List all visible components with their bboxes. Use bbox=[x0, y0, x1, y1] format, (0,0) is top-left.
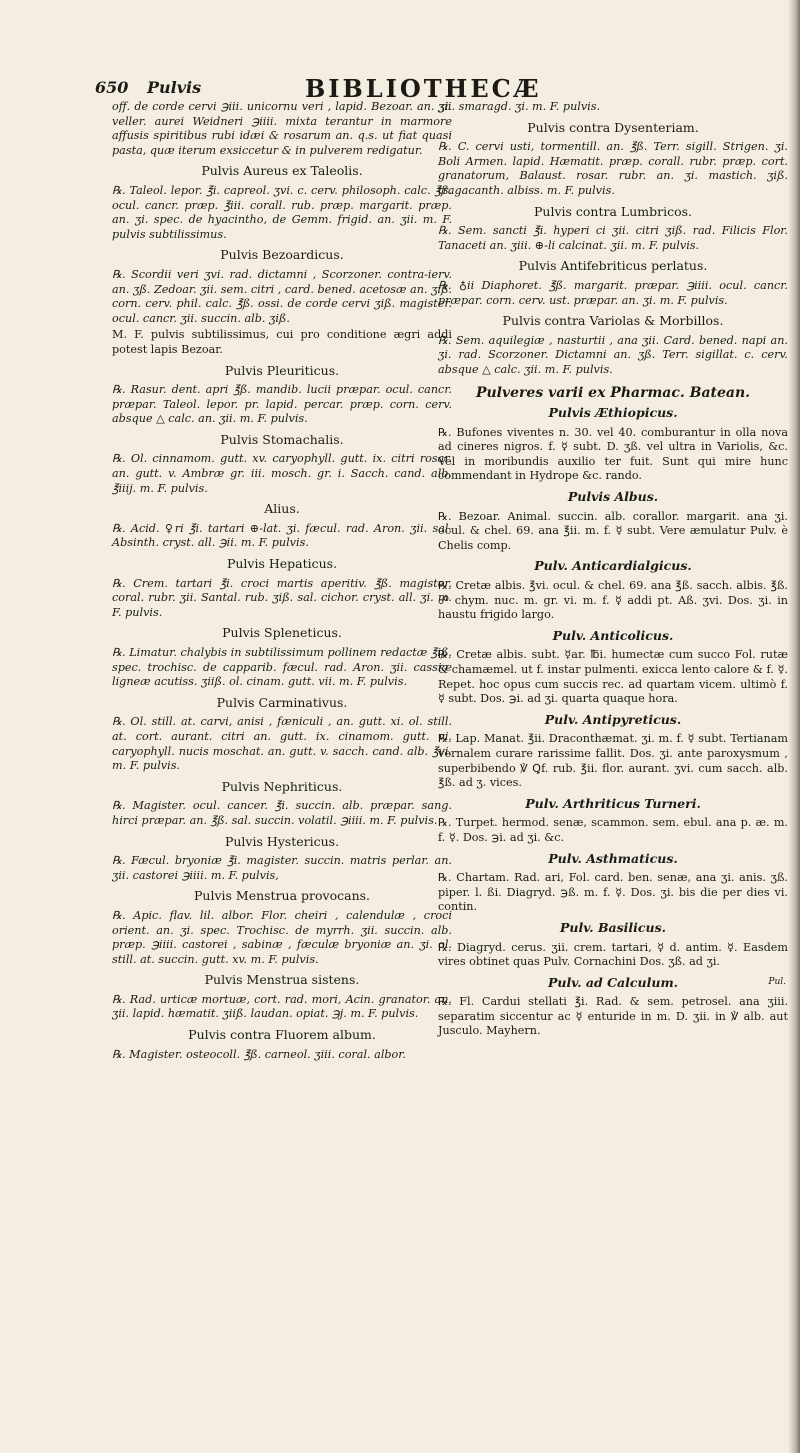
recipe-heading: Pulvis Antifebriticus perlatus. bbox=[518, 258, 708, 274]
recipe-heading: Pulvis contra Dysenteriam. bbox=[527, 119, 699, 135]
recipe-text: ℞. ♁ii Diaphoret. ℥ß. margarit. præpar. ℈iiii. ocul. cancr. præpar. corn. cerv. ust. præpar. an. ʒi. m. F. pulvis. bbox=[438, 278, 788, 307]
recipe-text: off. de corde cervi ℈iii. unicornu veri , lapid. Bezoar. an. ʒi. veller. aurei Weidneri ℈iiii. mixta terantur in marmore affusis spiritibus rubi idæi & rosarum an. q.s. ut fiat quasi pasta, quæ iterum exsiccetur & in pulverem redigatur. bbox=[112, 100, 452, 157]
recipe-text: ℞. Scordii veri ʒvi. rad. dictamni , Scorzoner. contra-ierv. an. ʒß. Zedoar. ʒii. sem. citri , card. bened. acetosæ an. ʒiß. corn. cerv. phil. calc. ℥ß. ossi. de corde cervi ʒiß. magister. ocul. cancr. ʒii. succin. alb. ʒiß. bbox=[112, 267, 452, 325]
recipe-heading: Pulv. Anticolicus. bbox=[552, 627, 674, 643]
recipe-heading: Pulvis Stomachalis. bbox=[220, 431, 344, 447]
recipe-heading: Pulvis Pleuriticus. bbox=[224, 362, 340, 378]
recipe-heading: Pulvis Hepaticus. bbox=[226, 556, 338, 572]
recipe-text: ℞. Rasur. dent. apri ℥ß. mandib. lucii præpar. ocul. cancr. præpar. Taleol. lepor. pr. lapid. percar. præp. corn. cerv. absque △ calc. an. ʒii. m. F. pulvis. bbox=[112, 383, 452, 426]
recipe-text: ℞. Taleol. lepor. ℥i. capreol. ʒvi. c. cerv. philosoph. calc. ℥ß. ocul. cancr. præp. ℥iii. corall. rub. præp. margarit. præp. an. ʒi. spec. de hyacintho, de Gemm. frigid. an. ʒii. m. F. pulvis subtilissimus. bbox=[112, 183, 452, 241]
recipe-text: ℞. Chartam. Rad. ari, Fol. card. ben. senæ, ana ʒi. anis. ʒß. piper. l. ßi. Diagryd. ℈ß. m. f. ☿. Dos. ʒi. bis die per dies vi. contin. bbox=[438, 871, 788, 914]
recipe-text: ℞. Apic. flav. lil. albor. Flor. cheiri , calendulæ , croci orient. an. ʒi. spec. Trochisc. de myrrh. ʒii. succin. alb. præp. ℈iiii. castorei , sabinæ , fæculæ bryoniæ an. ʒi. ol. still. at. succin. gutt. xv. m. F. pulvis. bbox=[112, 908, 452, 966]
recipe-text: ℞. Cretæ albis. ℥vi. ocul. & chel. 69. ana ℥ß. sacch. albis. ℥ß. ☍ chym. nuc. m. gr. vi. m. f. ☿ addi pt. Aß. ʒvi. Dos. ʒi. in haustu frigido largo. bbox=[438, 579, 788, 622]
recipe-text: ℞. Fl. Cardui stellati ℥i. Rad. & sem. petrosel. ana ʒiii. separatim siccentur ac ☿ enturide in m. D. ʒii. in ℣ alb. aut Jusculo. Mayhern. bbox=[438, 995, 788, 1038]
recipe-heading: Pulv. Anticardialgicus. bbox=[534, 558, 692, 574]
recipe-text: ʒii. smaragd. ʒi. m. F. pulvis. bbox=[438, 100, 601, 113]
left-column bbox=[112, 100, 452, 1064]
recipe-heading: Pulv. Basilicus. bbox=[560, 919, 666, 935]
section-title: BIBLIOTHECÆ bbox=[305, 74, 542, 103]
recipe-text: M. F. pulvis subtilissimus, cui pro conditione ægri addi potest lapis Bezoar. bbox=[112, 328, 452, 356]
recipe-heading: Alius. bbox=[264, 501, 300, 517]
recipe-text: ℞. Bufones viventes n. 30. vel 40. comburantur in olla nova ad cineres nigros. f. ☿ subt. D. ʒß. vel ultra in Variolis, &c. Vel in moribundis auxilio ter fuit. Sunt qui mire hunc commendant in Hydrope &c. rando. bbox=[438, 425, 788, 483]
recipe-heading: Pulvis Hystericus. bbox=[224, 833, 340, 849]
recipe-heading: Pulv. Asthmaticus. bbox=[548, 850, 678, 866]
recipe-text: ℞. Diagryd. cerus. ʒii. crem. tartari, ☿ d. antim. ☿. Easdem vires obtinet quas Pulv. Cornachini Dos. ʒß. ad ʒi. bbox=[438, 940, 788, 969]
catchword: Pul. bbox=[768, 977, 786, 987]
recipe-heading: Pulvis Albus. bbox=[567, 489, 659, 505]
recipe-text: ℞. Turpet. hermod. senæ, scammon. sem. ebul. ana p. æ. m. f. ☿. Dos. ℈i. ad ʒi. &c. bbox=[438, 816, 788, 844]
recipe-text: ℞. Sem. sancti ℥i. hyperi ci ʒii. citri ʒiß. rad. Filicis Flor. Tanaceti an. ʒiii. ⊕-li calcinat. ʒii. m. F. pulvis. bbox=[438, 224, 788, 252]
recipe-text: ℞. Ol. cinnamom. gutt. xv. caryophyll. gutt. ix. citri rosar. an. gutt. v. Ambræ gr. iii. mosch. gr. i. Sacch. cand. alb. ℥iiij. m. F. pulvis. bbox=[112, 452, 452, 495]
recipe-text: ℞. Magister. ocul. cancer. ℥i. succin. alb. præpar. sang. hirci præpar. an. ℥ß. sal. succin. volatil. ℈iiii. m. F. pulvis. bbox=[112, 799, 452, 827]
recipe-text: ℞. Crem. tartari ℥i. croci martis aperitiv. ℥ß. magister. coral. rubr. ʒii. Santal. rub. ʒiß. sal. cichor. cryst. all. ʒi. m. F. pulvis. bbox=[112, 576, 452, 619]
recipe-heading: Pulvis Aureus ex Taleolis. bbox=[201, 163, 363, 179]
page-gutter-shadow bbox=[788, 0, 800, 1453]
recipe-heading: Pulvis contra Fluorem album. bbox=[188, 1027, 376, 1043]
recipe-heading: Pulv. Antipyreticus. bbox=[544, 711, 682, 727]
recipe-heading: Pulv. ad Calculum. bbox=[547, 974, 679, 990]
recipe-text: ℞. Bezoar. Animal. succin. alb. corallor. margarit. ana ʒi. ocul. & chel. 69. ana ℥ii. m. f. ☿ subt. Vere æmulatur Pulv. è Chelis comp. bbox=[438, 509, 788, 552]
right-column bbox=[438, 100, 788, 1041]
running-head: Pulvis bbox=[147, 78, 202, 97]
recipe-heading: Pulvis contra Variolas & Morbillos. bbox=[502, 313, 724, 329]
recipe-text: ℞. Magister. osteocoll. ℥ß. carneol. ʒiii. coral. albor. bbox=[112, 1047, 406, 1061]
recipe-heading: Pulvis contra Lumbricos. bbox=[533, 203, 692, 219]
recipe-text: ℞. Limatur. chalybis in subtilissimum pollinem redactæ ℥iß. spec. trochisc. de capparib. fæcul. rad. Aron. ʒii. cassiæ ligneæ acutiss. ʒiiß. ol. cinam. gutt. vii. m. F. pulvis. bbox=[112, 646, 452, 689]
recipe-heading: Pulvis Spleneticus. bbox=[222, 625, 342, 641]
recipe-heading: Pulvis Nephriticus. bbox=[221, 778, 343, 794]
recipe-text: ℞. Sem. aquilegiæ , nasturtii , ana ʒii. Card. bened. napi an. ʒi. rad. Scorzoner. Dictamni an. ʒß. Terr. sigillat. c. cerv. absque △ calc. ʒii. m. F. pulvis. bbox=[438, 333, 788, 376]
recipe-text: ℞. Rad. urticæ mortuæ, cort. rad. mori, Acin. granator. an. ʒii. lapid. hæmatit. ʒiiß. laudan. opiat. ℈j. m. F. pulvis. bbox=[112, 992, 452, 1021]
page-number: 650 bbox=[95, 78, 129, 97]
recipe-heading: Pulvis Carminativus. bbox=[216, 694, 348, 710]
recipe-text: ℞. Fæcul. bryoniæ ℥i. magister. succin. matris perlar. an. ʒii. castorei ℈iiii. m. F. pulvis, bbox=[112, 854, 452, 882]
recipe-heading: Pulvis Menstrua provocans. bbox=[193, 888, 371, 904]
recipe-heading: Pulvis Bezoardicus. bbox=[220, 247, 344, 263]
recipe-text: ℞. C. cervi usti, tormentill. an. ℥ß. Terr. sigill. Strigen. ʒi. Boli Armen. lapid. Hæmatit. præp. corall. rubr. præp. cort. granatorum, Balaust. rosar. rubr. an. ʒi. mastich. ʒiß. tragacanth. albiss. m. F. pulvis. bbox=[438, 140, 788, 197]
recipe-text: ℞. Cretæ albis. subt. ☿ar. ℔i. humectæ cum succo Fol. rutæ & chamæmel. ut f. instar pulmenti. exicca lento calore & f. ☿. Repet. hoc opus cum succis rec. ad quartam vicem. ultimò f. ☿ subt. Dos. ℈i. ad ʒi. quarta quaque hora. bbox=[438, 648, 788, 706]
page-header bbox=[95, 76, 785, 102]
recipe-heading: Pulvis Menstrua sistens. bbox=[204, 972, 360, 988]
recipe-text: ℞. Acid. ♀ri ℥i. tartari ⊕-lat. ʒi. fæcul. rad. Aron. ʒii. sal. Absinth. cryst. all. ℈ii. m. F. pulvis. bbox=[112, 521, 452, 550]
recipe-text: ℞. Lap. Manat. ℥ii. Draconthæmat. ʒi. m. f. ☿ subt. Tertianam vernalem curare rarissime fallit. Dos. ʒi. ante paroxysmum , superbibendo ℣ Ꝗf. rub. ℥ii. flor. aurant. ʒvi. cum sacch. alb. ℥ß. ad ʒ. vices. bbox=[438, 732, 788, 790]
recipe-heading: Pulv. Arthriticus Turneri. bbox=[525, 795, 701, 811]
recipe-heading: Pulvis Æthiopicus. bbox=[548, 405, 678, 421]
recipe-text: ℞. Ol. still. at. carvi, anisi , fæniculi , an. gutt. xi. ol. still. at. cort. aurant. citri an. gutt. ix. cinamom. gutt. vi. caryophyll. nucis moschat. an. gutt. v. sacch. cand. alb. ℥vi. m. F. pulvis. bbox=[112, 715, 452, 773]
section-heading: Pulveres varii ex Pharmac. Batean. bbox=[475, 384, 751, 401]
